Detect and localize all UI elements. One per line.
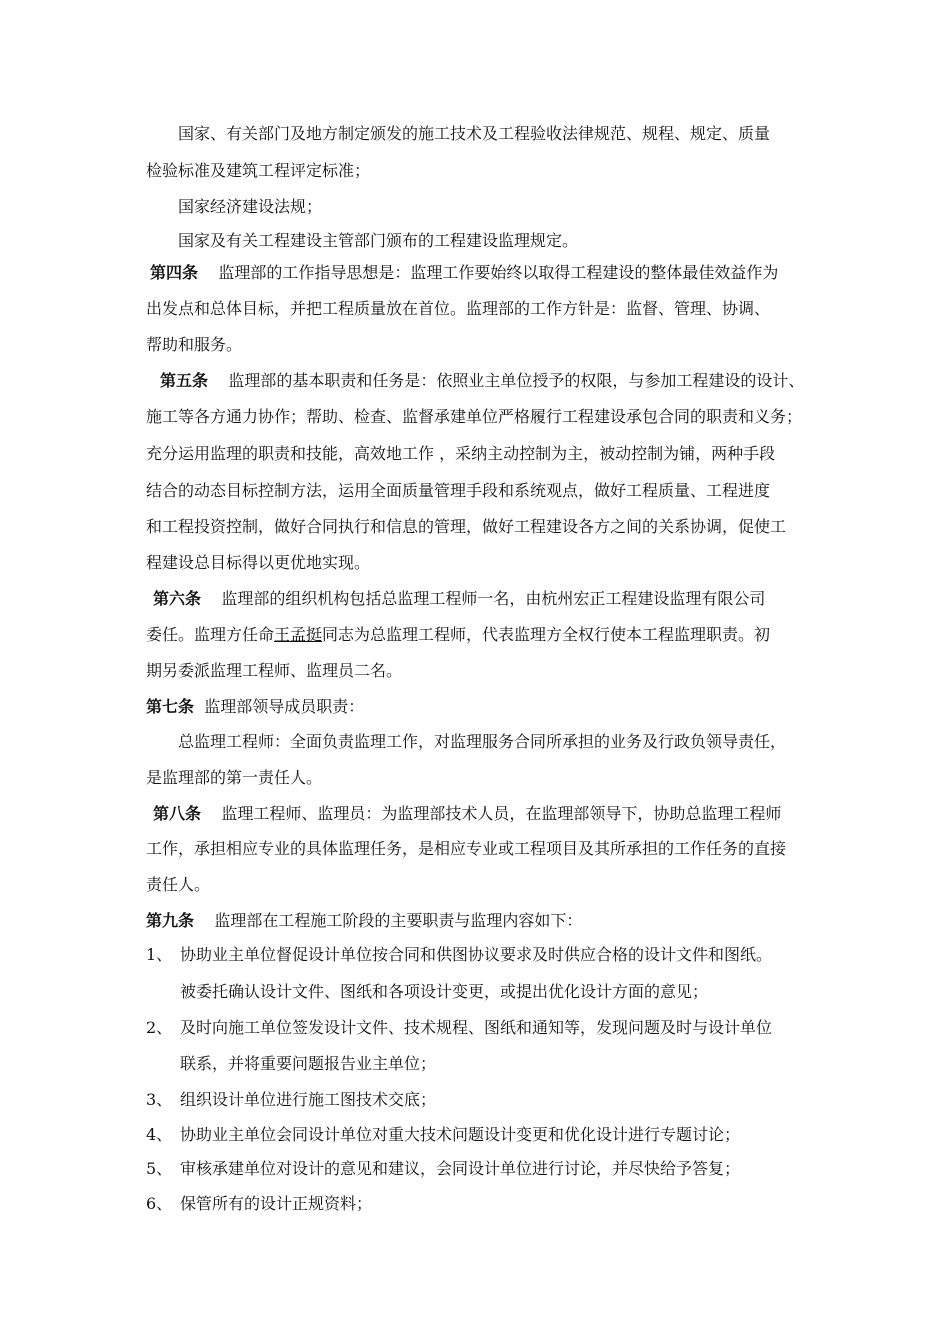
list-text: 协助业主单位会同设计单位对重大技术问题设计变更和优化设计进行专题讨论； [180,1125,741,1144]
list-item [146,1193,372,1215]
article-9-text: 监理部在工程施工阶段的主要职责与监理内容如下： [214,911,583,930]
text-span: 同志为总监理工程师，代表监理方全权行使本工程监理职责。初 [322,625,771,644]
article-7-text: 监理部领导成员职责： [204,697,365,716]
paragraph-line: 期另委派监理工程师、监理员二名。 [146,661,403,680]
paragraph-line: 国家经济建设法规； [178,197,323,216]
article-7-line [146,696,364,718]
article-6-text: 监理部的组织机构包括总监理工程师一名，由杭州宏正工程建设监理有限公司 [221,589,766,608]
article-4-heading: 第四条 [150,263,199,282]
list-item-continuation: 联系，并将重要问题报告业主单位； [180,1054,437,1073]
list-text: 保管所有的设计正规资料； [180,1194,373,1213]
list-number: 1、 [146,945,173,964]
list-item-continuation: 被委托确认设计文件、图纸和各项设计变更，或提出优化设计方面的意见； [180,982,709,1001]
paragraph-line: 责任人。 [146,875,211,894]
list-number: 4、 [146,1125,173,1144]
article-8-heading: 第八条 [153,804,202,823]
list-item [146,1089,436,1111]
article-6-line-2 [146,624,770,646]
article-5-heading: 第五条 [160,371,209,390]
article-4-text: 监理部的工作指导思想是：监理工作要始终以取得工程建设的整体最佳效益作为 [218,263,779,282]
article-9-line [146,910,582,932]
paragraph-line: 总监理工程师：全面负责监理工作，对监理服务合同所承担的业务及行政负领导责任， [178,732,787,751]
paragraph-line: 和工程投资控制，做好合同执行和信息的管理，做好工程建设各方之间的关系协调，促使工 [146,517,787,536]
article-6-line [153,588,765,610]
paragraph-line: 施工等各方通力协作；帮助、检查、监督承建单位严格履行工程建设承包合同的职责和义务； [146,407,803,426]
list-text: 审核承建单位对设计的意见和建议，会同设计单位进行讨论，并尽快给予答复； [180,1159,741,1178]
list-item [146,1124,740,1146]
appointee-name: 王孟挺 [274,625,323,644]
list-text: 组织设计单位进行施工图技术交底； [180,1090,437,1109]
list-number: 5、 [146,1159,173,1178]
paragraph-line: 帮助和服务。 [146,335,243,354]
text-span: 委任。监理方任命 [146,625,275,644]
paragraph-line: 工作，承担相应专业的具体监理任务，是相应专业或工程项目及其所承担的工作任务的直接 [146,839,787,858]
article-8-line [153,803,781,825]
article-7-heading: 第七条 [146,697,195,716]
article-9-heading: 第九条 [146,911,195,930]
article-5-text: 监理部的基本职责和任务是：依照业主单位授予的权限，与参加工程建设的设计、 [228,371,805,390]
list-number: 6、 [146,1194,173,1213]
paragraph-line: 出发点和总体目标，并把工程质量放在首位。监理部的工作方针是：监督、管理、协调、 [146,299,771,318]
article-8-text: 监理工程师、监理员：为监理部技术人员，在监理部领导下，协助总监理工程师 [221,804,782,823]
paragraph-line: 国家及有关工程建设主管部门颁布的工程建设监理规定。 [178,231,579,250]
list-text: 协助业主单位督促设计单位按合同和供图协议要求及时供应合格的设计文件和图纸。 [180,945,773,964]
paragraph-line: 是监理部的第一责任人。 [146,768,323,787]
paragraph-line: 检验标准及建筑工程评定标准； [146,161,371,180]
list-number: 3、 [146,1090,173,1109]
list-item [146,944,772,966]
list-item [146,1017,772,1039]
list-text: 及时向施工单位签发设计文件、技术规程、图纸和通知等，发现问题及时与设计单位 [180,1018,773,1037]
article-6-heading: 第六条 [153,589,202,608]
paragraph-line: 结合的动态目标控制方法，运用全面质量管理手段和系统观点，做好工程质量、工程进度 [146,481,771,500]
paragraph-line: 充分运用监理的职责和技能，高效地工作 ，采纳主动控制为主，被动控制为铺，两种手段 [146,444,776,463]
list-number: 2、 [146,1018,173,1037]
paragraph-line: 程建设总目标得以更优地实现。 [146,553,371,572]
paragraph-line: 国家、有关部门及地方制定颁发的施工技术及工程验收法律规范、规程、规定、质量 [178,124,771,143]
article-5-line [160,370,804,392]
list-item [146,1158,740,1180]
article-4-line [150,262,778,284]
